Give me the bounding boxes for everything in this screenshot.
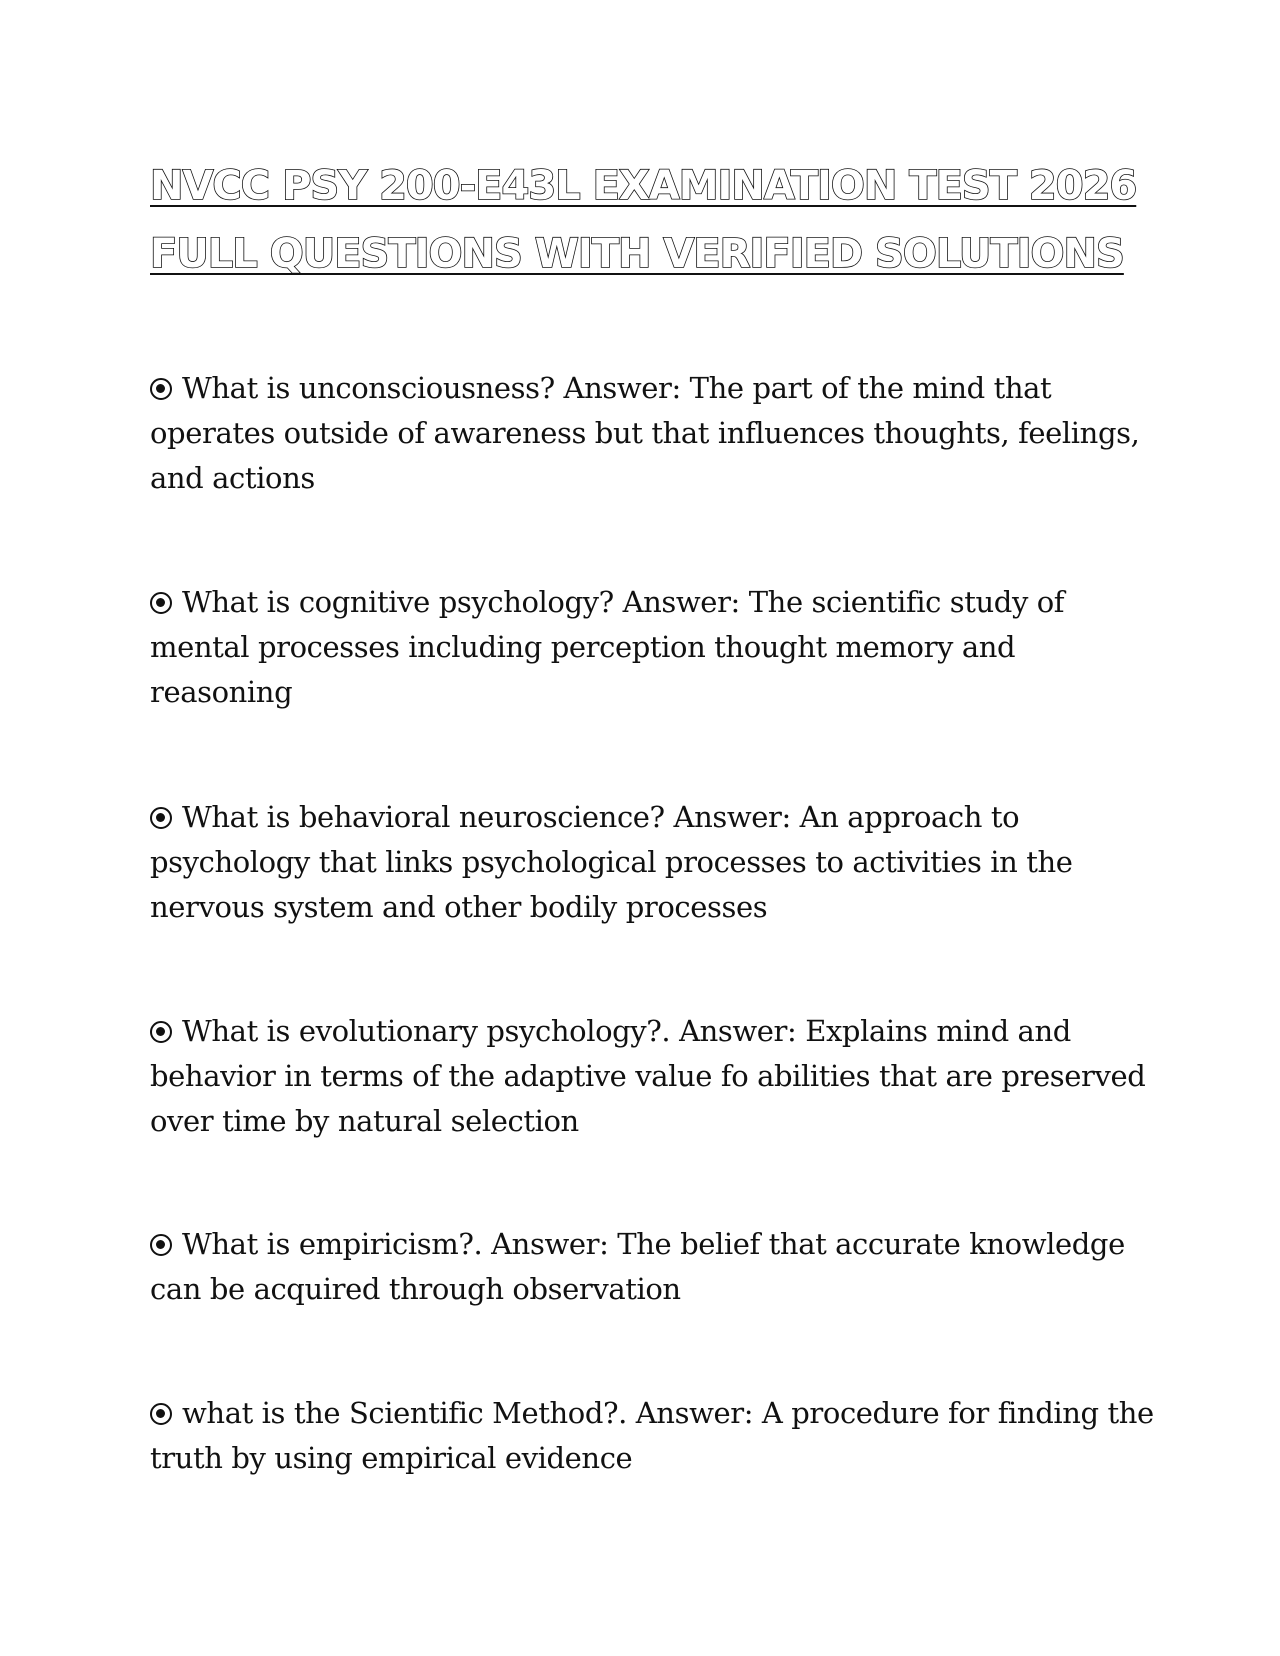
radio-bullet-icon bbox=[150, 378, 172, 400]
qa-text: What is evolutionary psychology?. Answer: Explains mind and behavior in terms of the adaptive value fo abilities that are preserved over time by natural selection bbox=[150, 1014, 1146, 1138]
title-line-1: NVCC PSY 200-E43L EXAMINATION TEST 2026 bbox=[150, 163, 1137, 209]
title-line-2: FULL QUESTIONS WITH VERIFIED SOLUTIONS bbox=[150, 231, 1124, 277]
radio-bullet-icon bbox=[150, 1403, 172, 1425]
qa-item-scientific-method bbox=[150, 1391, 1160, 1481]
qa-text: what is the Scientific Method?. Answer: A procedure for finding the truth by using empirical evidence bbox=[150, 1396, 1154, 1475]
document-title bbox=[150, 152, 1150, 288]
qa-text: What is behavioral neuroscience? Answer: An approach to psychology that links psychological processes to activities in the nervous system and other bodily processes bbox=[150, 800, 1073, 924]
radio-bullet-icon bbox=[150, 592, 172, 614]
radio-bullet-icon bbox=[150, 807, 172, 829]
qa-item-empiricism bbox=[150, 1222, 1160, 1312]
radio-bullet-icon bbox=[150, 1234, 172, 1256]
qa-item-unconsciousness bbox=[150, 366, 1160, 501]
qa-text: What is unconsciousness? Answer: The part of the mind that operates outside of awareness but that influences thoughts, feelings, and actions bbox=[150, 371, 1140, 495]
radio-bullet-icon bbox=[150, 1021, 172, 1043]
qa-item-evolutionary-psychology bbox=[150, 1009, 1160, 1144]
qa-text: What is empiricism?. Answer: The belief that accurate knowledge can be acquired through observation bbox=[150, 1227, 1125, 1306]
qa-text: What is cognitive psychology? Answer: The scientific study of mental processes including perception thought memory and reasoning bbox=[150, 585, 1065, 709]
qa-item-cognitive-psychology bbox=[150, 580, 1160, 715]
qa-item-behavioral-neuroscience bbox=[150, 795, 1160, 930]
